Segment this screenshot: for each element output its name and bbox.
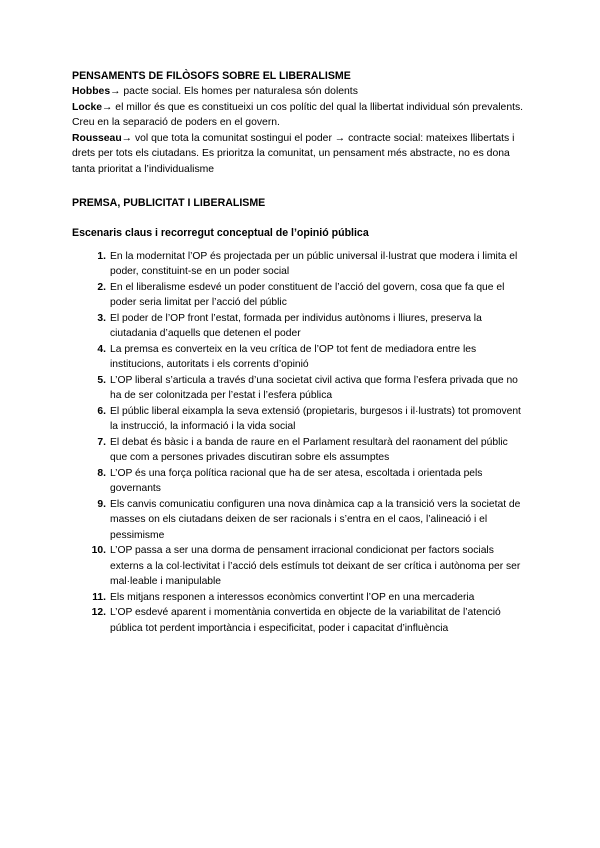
list-item (72, 466, 524, 497)
philosopher-name: Locke (72, 101, 103, 113)
list-number: 1. (97, 250, 106, 262)
list-text: Els mitjans responen a interessos econòmics convertint l’OP en una mercaderia (110, 591, 475, 603)
arrow-glyph: → (102, 101, 113, 113)
list-item (72, 404, 524, 435)
list-number: 12. (91, 607, 106, 619)
list-number: 7. (97, 436, 106, 448)
list-item (72, 280, 524, 311)
list-item (72, 342, 524, 373)
entry-locke (72, 100, 524, 131)
section-title-philosophers: PENSAMENTS DE FILÒSOFS SOBRE EL LIBERALISME (72, 70, 351, 82)
list-item (72, 590, 524, 606)
list-item (72, 497, 524, 544)
list-item (72, 435, 524, 466)
arrow-glyph: → (110, 86, 121, 97)
list-number: 8. (97, 467, 106, 479)
list-number: 4. (97, 343, 106, 355)
list-text: La premsa es converteix en la veu crítica de l’OP tot fent de mediadora entre les institucions, autoritats i els corrents d’opinió (110, 343, 477, 371)
numbered-list (72, 249, 524, 637)
list-number: 6. (97, 405, 106, 417)
list-number: 3. (97, 312, 106, 324)
arrow-glyph: → (121, 132, 133, 144)
list-text: El debat és bàsic i a banda de raure en el Parlament resultarà del raonament del públic que com a persones privades discutiran sobre els assumptes (110, 436, 508, 464)
philosopher-text: pacte social. Els homes per naturalesa són dolents (120, 86, 358, 97)
list-item (72, 543, 524, 590)
entry-hobbes (72, 84, 524, 100)
philosopher-name: Hobbes (72, 86, 111, 97)
entry-rousseau (72, 131, 524, 178)
list-number: 10. (91, 545, 106, 557)
list-item (72, 249, 524, 280)
list-text: El poder de l’OP front l’estat, formada per individus autònoms i lliures, preserva la ciutadania d’aquells que detenen el poder (110, 312, 482, 340)
list-text: L’OP liberal s’articula a través d’una societat civil activa que forma l’esfera privada que no ha de ser colonitzada per l’estat i l’esfera pública (110, 374, 518, 402)
philosopher-name: Rousseau (72, 132, 122, 144)
list-text: En la modernitat l’OP és projectada per un públic universal il·lustrat que modera i limita el poder, constituint-se en un poder social (110, 250, 518, 278)
document-page (72, 69, 524, 636)
philosopher-text: el millor és que es constitueixi un cos polític del qual la llibertat individual són prevalents. Creu en la separació de poders en el govern. (72, 101, 524, 129)
list-number: 5. (97, 374, 106, 386)
list-item (72, 311, 524, 342)
section-subtitle: Escenaris claus i recorregut conceptual de l’opinió pública (72, 226, 369, 239)
list-number: 11. (92, 591, 106, 603)
list-text: En el liberalisme esdevé un poder constituent de l’acció del govern, cosa que fa que el poder seria limitat per l’acció del públic (110, 281, 505, 309)
section-title-press: PREMSA, PUBLICITAT I LIBERALISME (72, 196, 266, 209)
list-text: L’OP esdevé aparent i momentània convertida en objecte de la variabilitat de l’atenció pública tot perdent importància i especificitat, poder i capacitat d’influència (110, 607, 501, 634)
list-item (72, 373, 524, 404)
list-text: L’OP és una força política racional que ha de ser atesa, escoltada i orientada pels governants (110, 467, 483, 495)
list-text: El públic liberal eixampla la seva extensió (propietaris, burgesos i il·lustrats) tot promovent la instrucció, la informació i la vida social (110, 405, 521, 433)
list-text: L’OP passa a ser una dorma de pensament irracional condicionat per factors socials externs a la col·lectivitat i l’acció dels estímuls tot deixant de ser crítica i autònoma per ser mal·leable i manipulable (110, 545, 521, 588)
list-text: Els canvis comunicatiu configuren una nova dinàmica cap a la transició vers la societat de masses on els ciutadans deixen de ser racionals i s’entra en el caos, l’alineació i el pessimisme (110, 498, 521, 541)
list-number: 9. (97, 498, 106, 510)
philosopher-text: vol que tota la comunitat sostingui el poder → contracte social: mateixes llibertats i drets per tots els ciutadans. Es prioritza la comunitat, un pensament més abstracte, no es dona tanta prioritat a l’individualisme (72, 132, 515, 175)
list-item (72, 605, 524, 636)
list-number: 2. (97, 281, 106, 293)
